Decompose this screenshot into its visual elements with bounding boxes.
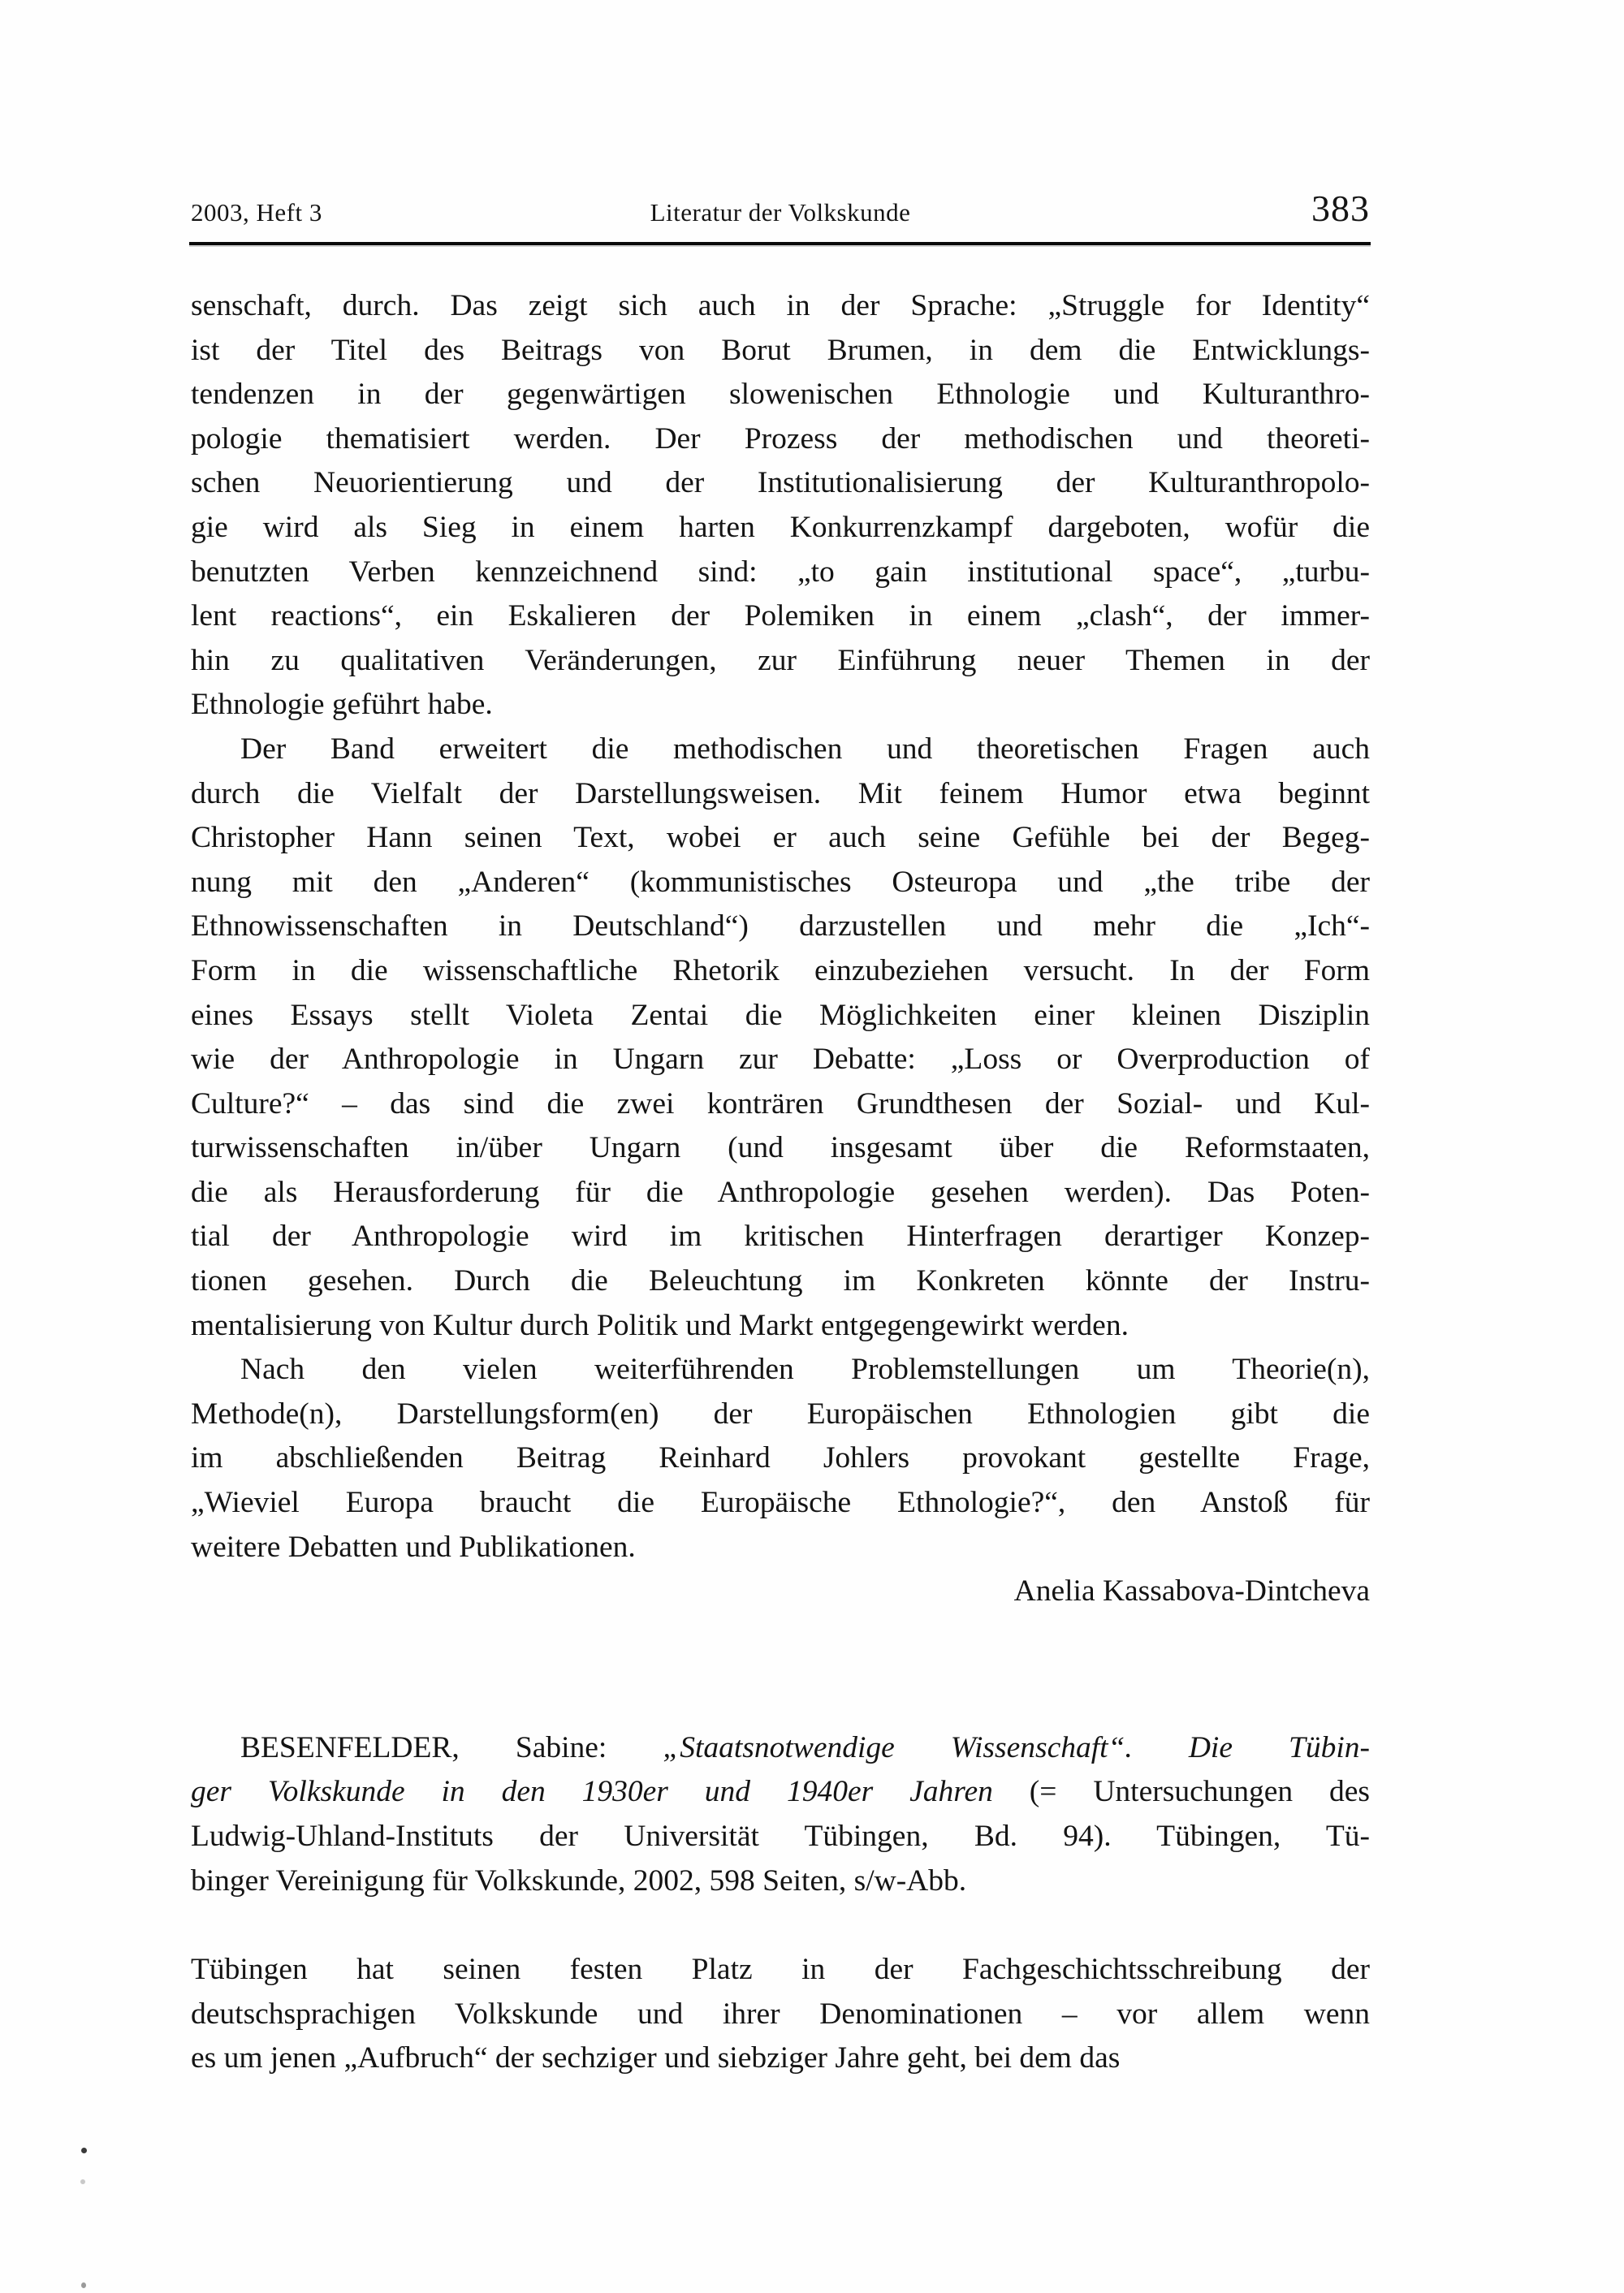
review-paragraph-1-line: gie wird als Sieg in einem harten Konkurrenzkampf dargeboten, wofür die [191, 510, 1370, 544]
review-paragraph-3 [191, 1348, 1370, 1570]
review-paragraph-1-line: hin zu qualitativen Veränderungen, zur Einführung neuer Themen in der [191, 643, 1370, 677]
review-paragraph-2-line: turwissenschaften in/über Ungarn (und insgesamt über die Reformstaaten, [191, 1131, 1370, 1165]
reviewer-signature-line: Anelia Kassabova-Dintcheva [1013, 1574, 1370, 1609]
review-paragraph-2-line: eines Essays stellt Violeta Zentai die Möglichkeiten einer kleinen Disziplin [191, 998, 1370, 1032]
book-reference-line: binger Vereinigung für Volkskunde, 2002, 598 Seiten, s/w-Abb. [191, 1863, 967, 1898]
review-paragraph-3-line: Nach den vielen weiterführenden Problemstellungen um Theorie(n), [240, 1353, 1370, 1387]
review-paragraph-1 [191, 284, 1370, 728]
review-paragraph-1-line: Ethnologie geführt habe. [191, 688, 493, 722]
review-paragraph-4 [191, 1948, 1370, 2081]
scan-speck [81, 2148, 87, 2153]
review-paragraph-2-line: Der Band erweitert die methodischen und theoretischen Fragen auch [240, 732, 1370, 766]
book-reference-line: Ludwig-Uhland-Instituts der Universität Tübingen, Bd. 94). Tübingen, Tü- [191, 1820, 1370, 1853]
book-reference-line: ger Volkskunde in den 1930er und 1940er Jahren (= Untersuchungen des [191, 1775, 1370, 1809]
review-paragraph-1-line: pologie thematisiert werden. Der Prozess der methodischen und theoreti- [191, 421, 1370, 456]
review-paragraph-2-line: nung mit den „Anderen“ (kommunistisches Osteuropa und „the tribe der [191, 865, 1370, 899]
scan-speck [80, 2179, 85, 2184]
scan-speck [81, 2282, 86, 2288]
review-paragraph-1-line: schen Neuorientierung und der Institutionalisierung der Kulturanthropolo- [191, 466, 1370, 500]
review-paragraph-1-line: benutzten Verben kennzeichnend sind: „to gain institutional space“, „turbu- [191, 555, 1370, 589]
review-paragraph-1-line: lent reactions“, ein Eskalieren der Polemiken in einem „clash“, der immer- [191, 599, 1370, 633]
page-header [191, 190, 1370, 227]
page-number: 383 [1311, 188, 1370, 229]
book-reference [191, 1726, 1370, 1903]
review-paragraph-1-line: tendenzen in der gegenwärtigen slowenischen Ethnologie und Kulturanthro- [191, 378, 1370, 412]
review-paragraph-3-line: „Wieviel Europa braucht die Europäische Ethnologie?“, den Anstoß für [191, 1486, 1370, 1520]
review-paragraph-2-line: wie der Anthropologie in Ungarn zur Debatte: „Loss or Overproduction of [191, 1043, 1370, 1077]
review-paragraph-2 [191, 728, 1370, 1348]
review-paragraph-1-line: ist der Titel des Beitrags von Borut Brumen, in dem die Entwicklungs- [191, 333, 1370, 367]
journal-issue: 2003, Heft 3 [191, 198, 322, 227]
review-paragraph-3-line: im abschließenden Beitrag Reinhard Johlers provokant gestellte Frage, [191, 1441, 1370, 1475]
review-paragraph-3-line: weitere Debatten und Publikationen. [191, 1530, 636, 1564]
text-column [191, 284, 1370, 2081]
book-reference-line: BESENFELDER, Sabine: „Staatsnotwendige Wissenschaft“. Die Tübin- [240, 1730, 1370, 1764]
review-paragraph-2-line: durch die Vielfalt der Darstellungsweisen. Mit feinem Humor etwa beginnt [191, 776, 1370, 810]
review-paragraph-4-line: es um jenen „Aufbruch“ der sechziger und siebziger Jahre geht, bei dem das [191, 2041, 1121, 2075]
header-rule [189, 242, 1371, 245]
review-paragraph-2-line: Christopher Hann seinen Text, wobei er auch seine Gefühle bei der Begeg- [191, 821, 1370, 855]
review-paragraph-2-line: Ethnowissenschaften in Deutschland“) darzustellen und mehr die „Ich“- [191, 909, 1370, 944]
review-paragraph-1-line: senschaft, durch. Das zeigt sich auch in der Sprache: „Struggle for Identity“ [191, 289, 1370, 322]
review-paragraph-2-line: tionen gesehen. Durch die Beleuchtung im Konkreten könnte der Instru- [191, 1264, 1370, 1298]
review-paragraph-3-line: Methode(n), Darstellungsform(en) der Europäischen Ethnologien gibt die [191, 1397, 1370, 1431]
review-paragraph-2-line: tial der Anthropologie wird im kritischen Hinterfragen derartiger Konzep- [191, 1220, 1370, 1254]
reviewer-signature [191, 1570, 1370, 1614]
running-title: Literatur der Volkskunde [650, 198, 911, 227]
review-paragraph-2-line: die als Herausforderung für die Anthropologie gesehen werden). Das Poten- [191, 1175, 1370, 1209]
review-paragraph-2-line: Form in die wissenschaftliche Rhetorik einzubeziehen versucht. In der Form [191, 953, 1370, 987]
review-paragraph-2-line: Culture?“ – das sind die zwei konträren Grundthesen der Sozial- und Kul- [191, 1086, 1370, 1121]
review-paragraph-4-line: Tübingen hat seinen festen Platz in der Fachgeschichtsschreibung der [191, 1953, 1370, 1987]
review-paragraph-4-line: deutschsprachigen Volkskunde und ihrer Denominationen – vor allem wenn [191, 1997, 1370, 2031]
review-paragraph-2-line: mentalisierung von Kultur durch Politik und Markt entgegengewirkt werden. [191, 1308, 1129, 1342]
